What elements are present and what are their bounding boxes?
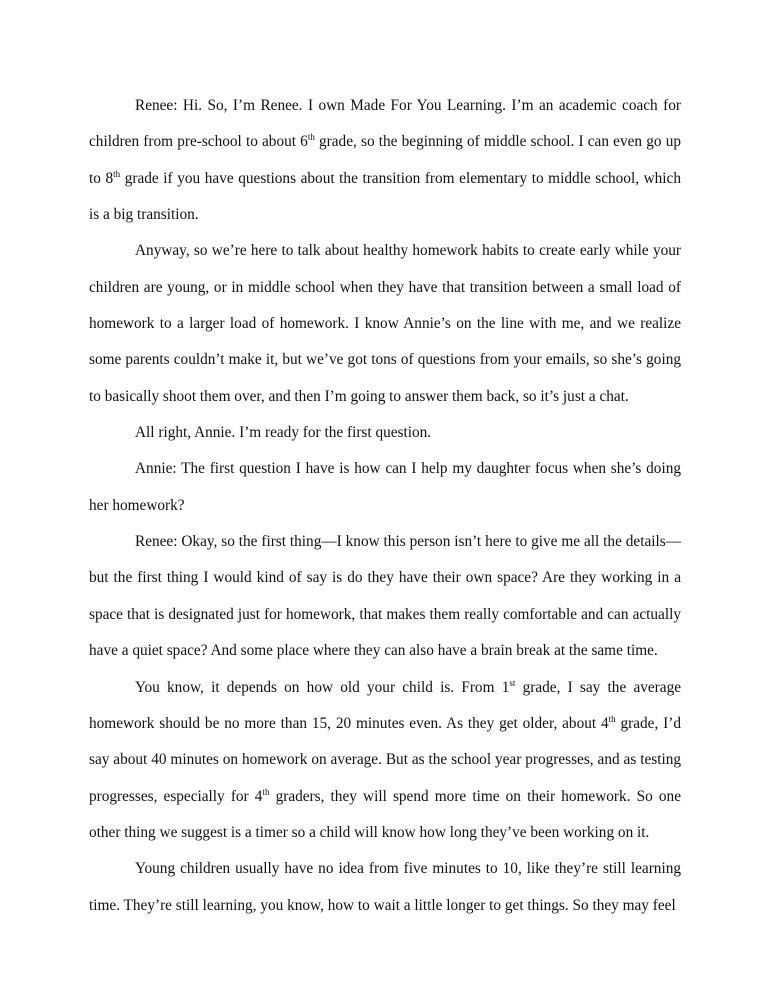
text-segment: graders, they will spend more time on their homework. So one other thing we suggest is a timer so a child will know how long they’ve been working on it.: [89, 787, 681, 841]
ordinal-superscript: th: [262, 786, 270, 797]
text-segment: Annie: The first question I have is how can I help my daughter focus when she’s doing her homework?: [89, 460, 681, 514]
paragraph: [89, 670, 681, 852]
text-segment: grade, I’d say about 40 minutes on homework on average. But as the school year progresses, and as testing progresses, especially for 4: [89, 714, 681, 805]
text-segment: All right, Annie. I’m ready for the first question.: [135, 424, 432, 442]
document-body: [89, 88, 681, 924]
text-segment: grade, so the beginning of middle school. I can even go up to 8: [89, 133, 681, 187]
paragraph: [89, 524, 681, 669]
paragraph: [89, 415, 681, 451]
paragraph: [89, 451, 681, 524]
ordinal-superscript: st: [509, 677, 516, 688]
text-segment: Renee: Hi. So, I’m Renee. I own Made For You Learning. I’m an academic coach for children from pre-school to about 6: [89, 97, 681, 151]
text-segment: You know, it depends on how old your child is. From 1: [135, 678, 510, 696]
text-segment: grade, I say the average homework should be no more than 15, 20 minutes even. As they get older, about 4: [89, 678, 682, 732]
ordinal-superscript: th: [608, 713, 616, 724]
paragraph: [89, 88, 681, 233]
text-segment: Anyway, so we’re here to talk about healthy homework habits to create early while your children are young, or in middle school when they have that transition between a small load of homework to a larger load of homework. I know Annie’s on the line with me, and we realize some parents couldn’t make it, but we’ve got tons of questions from your emails, so she’s going to basically shoot them over, and then I’m going to answer them back, so it’s just a chat.: [89, 242, 681, 405]
ordinal-superscript: th: [307, 132, 315, 143]
paragraph: [89, 851, 681, 924]
text-segment: grade if you have questions about the transition from elementary to middle school, which is a big transition.: [89, 169, 681, 224]
paragraph: [89, 233, 681, 415]
ordinal-superscript: th: [113, 168, 121, 179]
text-segment: Young children usually have no idea from five minutes to 10, like they’re still learning time. They’re still learning, you know, how to wait a little longer to get things. So they may feel: [89, 860, 681, 914]
text-segment: Renee: Okay, so the first thing—I know this person isn’t here to give me all the details—but the first thing I would kind of say is do they have their own space? Are they working in a space that is designated just for homework, that makes them really comfortable and can actually have a quiet space? And some place where they can also have a brain break at the same time.: [89, 533, 681, 660]
